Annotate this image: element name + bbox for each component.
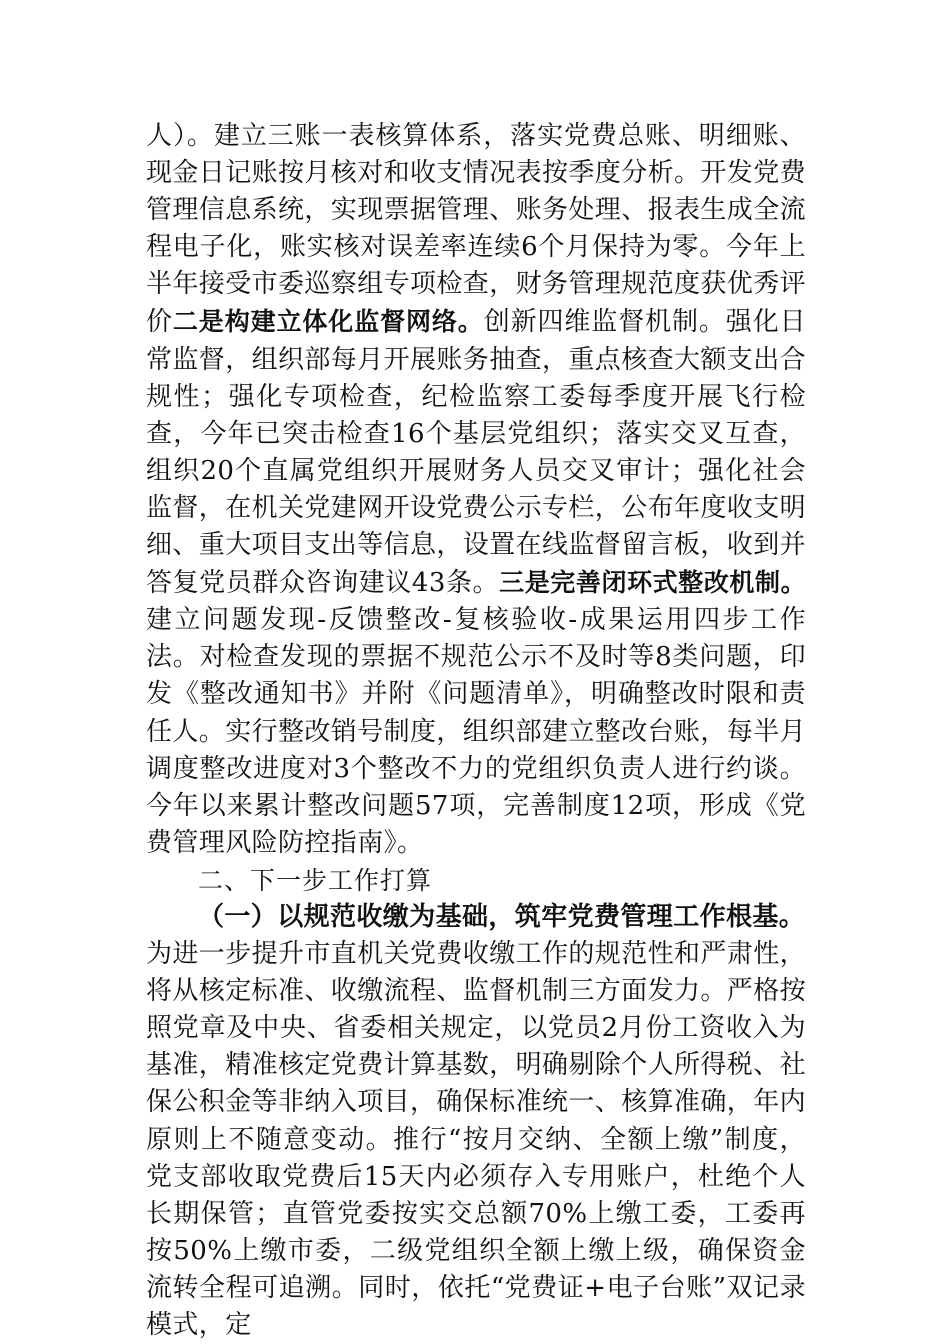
body-paragraph (146, 118, 806, 862)
subsection-heading: （一）以规范收缴为基础，筑牢党费管理工作根基。 (198, 901, 806, 932)
bold-lead-phrase: 三是完善闭环式整改机制。 (499, 568, 806, 598)
section-heading: 二、下一步工作打算 (198, 865, 433, 895)
document-page (146, 118, 806, 1344)
body-paragraph: 为进一步提升市直机关党费收缴工作的规范性和严肃性，将从核定标准、收缴流程、监督机制三方面发力。严格按照党章及中央、省委相关规定，以党员2月份工资收入为基准，精准核定党费计算基数，明确剔除个人所得税、社保公积金等非纳入项目，确保标准统一、核算准确，年内原则上不随意变动。推行“按月交纳、全额上缴”制度，党支部收取党费后15天内必须存入专用账户，杜绝个人长期保管；直管党委按实交总额70%上缴工委，工委再按50%上缴市委，二级党组织全额上缴上级，确保资金流转全程可追溯。同时，依托“党费证+电子台账”双记录模式，定 (146, 939, 807, 1340)
bold-lead-phrase: 二是构建立体化监督网络。 (172, 307, 484, 337)
paragraph-text: 人）。建立三账一表核算体系，落实党费总账、明细账、现金日记账按月核对和收支情况表按季度分析。开发党费管理信息系统，实现票据管理、账务处理、报表生成全流程电子化，账实核对误差率连续6个月保持为零。今年上半年接受市委巡察组专项检查，财务管理规范度获优秀评价 (146, 121, 807, 338)
paragraph-text: 创新四维监督机制。强化日常监督，组织部每月开展账务抽查，重点核查大额支出合规性；强化专项检查，纪检监察工委每季度开展飞行检查，今年已突击检查16个基层党组织；落实交叉互查，组织20个直属党组织开展财务人员交叉审计；强化社会监督，在机关党建网开设党费公示专栏，公布年度收支明细、重大项目支出等信息，设置在线监督留言板，收到并答复党员群众咨询建议43条。 (146, 307, 807, 599)
paragraph-text: 建立问题发现-反馈整改-复核验收-成果运用四步工作法。对检查发现的票据不规范公示不及时等8类问题，印发《整改通知书》并附《问题清单》，明确整改时限和责任人。实行整改销号制度，组织部建立整改台账，每半月调度整改进度对3个整改不力的党组织负责人进行约谈。今年以来累计整改问题57项，完善制度12项，形成《党费管理风险防控指南》。 (146, 605, 807, 858)
